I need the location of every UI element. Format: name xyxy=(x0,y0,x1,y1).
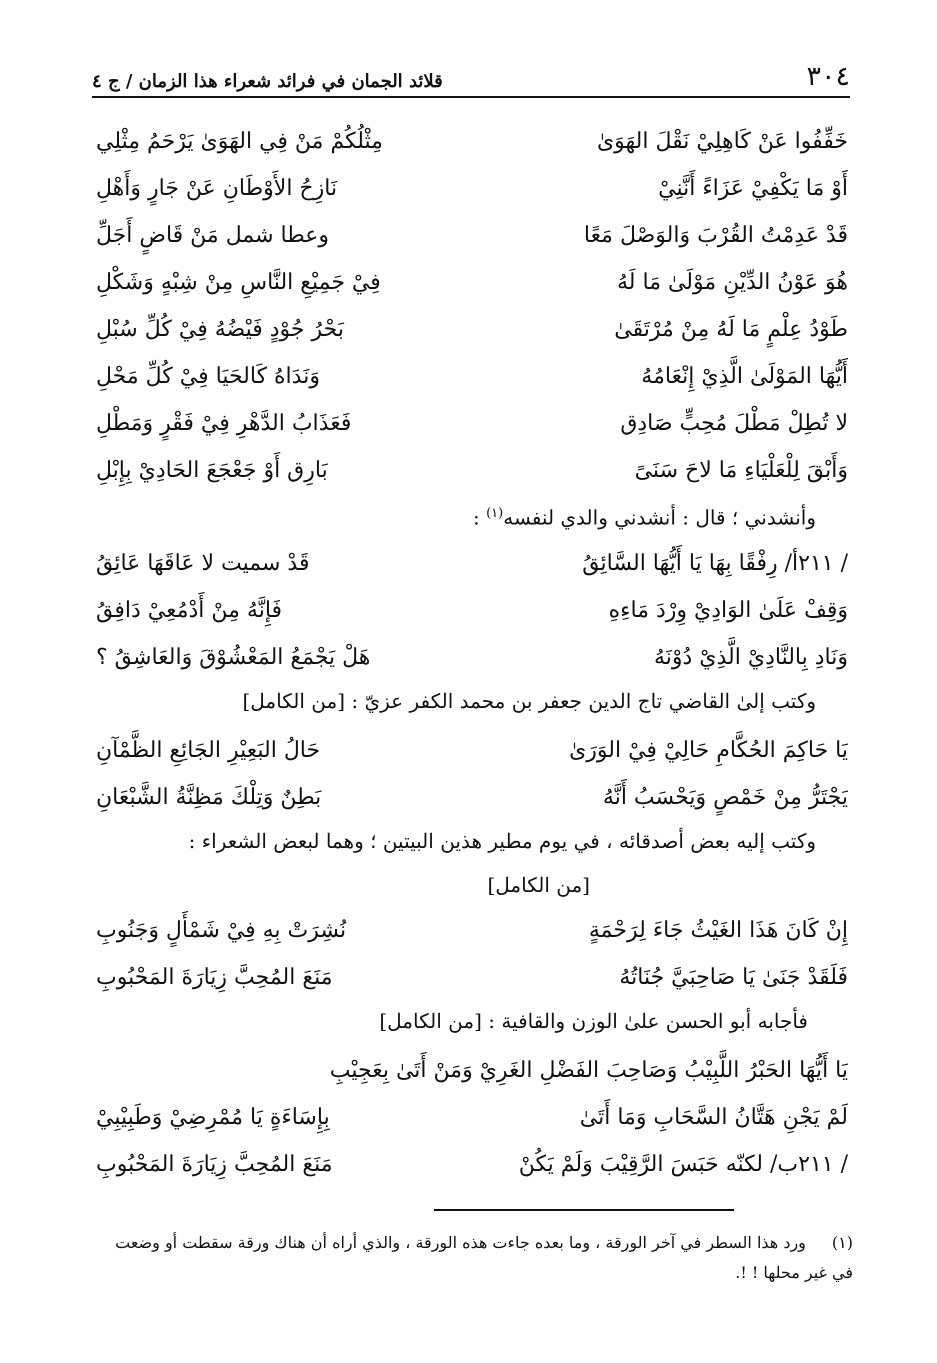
first-hemistich: لا تُطِلْ مَطْلَ مُحِبٍّ صَادِق xyxy=(620,411,848,436)
first-hemistich: هُوَ عَوْنُ الدِّيْنِ مَوْلَىٰ مَا لَهُ xyxy=(617,270,848,295)
meter-label: [من الكامل] xyxy=(487,873,590,897)
second-hemistich: هَلْ يَجْمَعُ المَعْشُوْقَ وَالعَاشِقُ ؟ xyxy=(96,645,371,670)
prose-intro: وكتب إلىٰ القاضي تاج الدين جعفر بن محمد الكفر عزيّ : [من الكامل] xyxy=(242,689,816,713)
first-hemistich: إِنْ كَانَ هَذَا الغَيْثُ جَاءَ لِرَحْمَةٍ xyxy=(588,918,848,943)
verse-line xyxy=(96,954,848,1001)
verse-line xyxy=(96,907,848,954)
second-hemistich: حَالُ البَعِيْرِ الجَائِعِ الظَّمْآنِ xyxy=(96,738,321,763)
second-hemistich: نُشِرَتْ بِهِ فِيْ شَمْأَلٍ وَجَنُوبِ xyxy=(96,918,347,943)
verse-line xyxy=(96,306,848,353)
verse-line xyxy=(96,634,848,681)
second-hemistich: بِإِسَاءَةٍ يَا مُمْرِضِيْ وَطَبِيْبِيْ xyxy=(96,1105,330,1130)
first-hemistich: فَلَقَدْ جَنَىٰ يَا صَاحِبَيَّ جُنَاتُهُ xyxy=(619,965,848,990)
page-body xyxy=(96,118,848,1188)
second-hemistich: فَعَذَابُ الدَّهْرِ فِيْ فَقْرٍ وَمَطْلِ xyxy=(96,411,352,436)
first-hemistich: أَيُّهَا المَوْلَىٰ الَّذِيْ إِنْعَامُهُ xyxy=(641,364,848,389)
verse-line xyxy=(96,540,848,587)
footnote-text: ورد هذا السطر في آخر الورقة ، وما بعده جاءت هذه الورقة ، والذي أراه أن هناك ورقة سقطت أو وضعت في غير محلها ! !. xyxy=(115,1233,853,1282)
verse-line xyxy=(96,447,848,494)
second-hemistich: بَحْرُ جُوْدٍ فَيْضُهُ فِيْ كُلِّ سُبْلِ xyxy=(96,317,344,342)
footnote xyxy=(96,1228,853,1288)
first-hemistich: خَفِّفُوا عَنْ كَاهِلِيْ نَقْلَ الهَوَىٰ xyxy=(596,129,848,154)
verse-line xyxy=(96,118,848,165)
first-hemistich: طَوْدُ عِلْمٍ مَا لَهُ مِنْ مُرْتَقَىٰ xyxy=(614,317,848,342)
second-hemistich: قَدْ سميت لا عَاقَهَا عَائِقُ xyxy=(96,551,310,576)
second-hemistich: مِثْلُكُمْ مَنْ فِي الهَوَىٰ يَرْحَمُ مِثْلِي xyxy=(96,129,383,154)
verse-line xyxy=(96,1094,848,1141)
running-title: قلائد الجمان في فرائد شعراء هذا الزمان / ج ٤ xyxy=(92,71,443,92)
verse-line xyxy=(96,1141,848,1188)
second-hemistich: نَازِحُ الأَوْطَانِ عَنْ جَارٍ وَأَهْلِ xyxy=(96,176,338,201)
second-hemistich: مَنَعَ المُحِبَّ زِيَارَةَ المَحْبُوبِ xyxy=(96,965,333,990)
footnote-divider xyxy=(434,1209,734,1211)
second-hemistich: فَإِنَّهُ مِنْ أَدْمُعِيْ دَافِقُ xyxy=(96,598,283,623)
first-hemistich: وَنَادِ بِالنَّادِيْ الَّذِيْ دُوْنَهُ xyxy=(653,645,848,670)
footnote-reference[interactable]: (١) xyxy=(486,506,504,521)
prose-intro: وكتب إليه بعض أصدقائه ، في يوم مطير هذين البيتين ؛ وهما لبعض الشعراء : xyxy=(188,829,816,853)
first-hemistich: وَقِفْ عَلَىٰ الوَادِيْ وِرْدَ مَاءِهِ xyxy=(608,598,848,623)
verse-line xyxy=(96,400,848,447)
verse-line xyxy=(96,212,848,259)
page-header xyxy=(92,52,850,98)
verse-line-full xyxy=(96,1047,848,1094)
second-hemistich: مَنَعَ المُحِبَّ زِيَارَةَ المَحْبُوبِ xyxy=(96,1152,333,1177)
footnote-number: (١) xyxy=(831,1233,853,1252)
full-verse: يَا أَيُّهَا الحَبْرُ اللَّبِيْبُ وَصَاحِبَ الفَضْلِ الغَرِيْ وَمَنْ أَتَىٰ بِعَجِيْبِ xyxy=(329,1058,848,1083)
first-hemistich: / ٢١١أ/ رِفْقًا بِهَا يَا أَيُّهَا السَّائِقُ xyxy=(582,551,848,576)
first-hemistich: قَدْ عَدِمْتُ القُرْبَ وَالوَصْلَ مَعًا xyxy=(583,223,848,248)
first-hemistich: يَا حَاكِمَ الحُكَّامِ حَالِيْ فِيْ الوَرَىٰ xyxy=(569,738,848,763)
second-hemistich: فِيْ جَمِيْعِ النَّاسِ مِنْ شِبْهٍ وَشَكْلِ xyxy=(96,270,381,295)
second-hemistich: وَنَدَاهُ كَالحَيَا فِيْ كُلِّ مَحْلِ xyxy=(96,364,320,389)
second-hemistich: وعطا شمل مَنْ قَاضٍ أَجَلِّ xyxy=(96,223,330,248)
verse-line xyxy=(96,774,848,821)
verse-line xyxy=(96,259,848,306)
prose-intro xyxy=(96,494,848,540)
first-hemistich: يَجْتَرُّ مِنْ خَمْصٍ وَيَحْسَبُ أَنَّهُ xyxy=(602,785,848,810)
second-hemistich: بَارِق أَوْ جَعْجَعَ الحَادِيْ بِإِبْلِ xyxy=(96,458,328,483)
first-hemistich: أَوْ مَا يَكْفِيْ عَزَاءً أَنَّنِيْ xyxy=(658,176,848,201)
intro-text: وأنشدني ؛ قال : أنشدني والدي لنفسه xyxy=(503,505,816,530)
prose-intro: فأجابه أبو الحسن علىٰ الوزن والقافية : [من الكامل] xyxy=(379,1009,808,1033)
verse-line xyxy=(96,353,848,400)
page-number: ٣٠٤ xyxy=(806,61,850,92)
verse-line xyxy=(96,587,848,634)
first-hemistich: / ٢١١ب/ لكنّه حَبَسَ الرَّقِيْبَ وَلَمْ يَكُنْ xyxy=(518,1152,848,1177)
first-hemistich: وَأَبْقَ لِلْعَلْيَاءِ مَا لاحَ سَنَىً xyxy=(634,458,848,483)
second-hemistich: بَطِنٌ وَتِلْكَ مَظِنَّةُ الشَّبْعَانِ xyxy=(96,785,322,810)
first-hemistich: لَمْ يَجْنِ هَتَّانُ السَّحَابِ وَمَا أَتَىٰ xyxy=(579,1105,848,1130)
verse-line xyxy=(96,727,848,774)
verse-line xyxy=(96,165,848,212)
intro-tail: : xyxy=(472,505,487,530)
